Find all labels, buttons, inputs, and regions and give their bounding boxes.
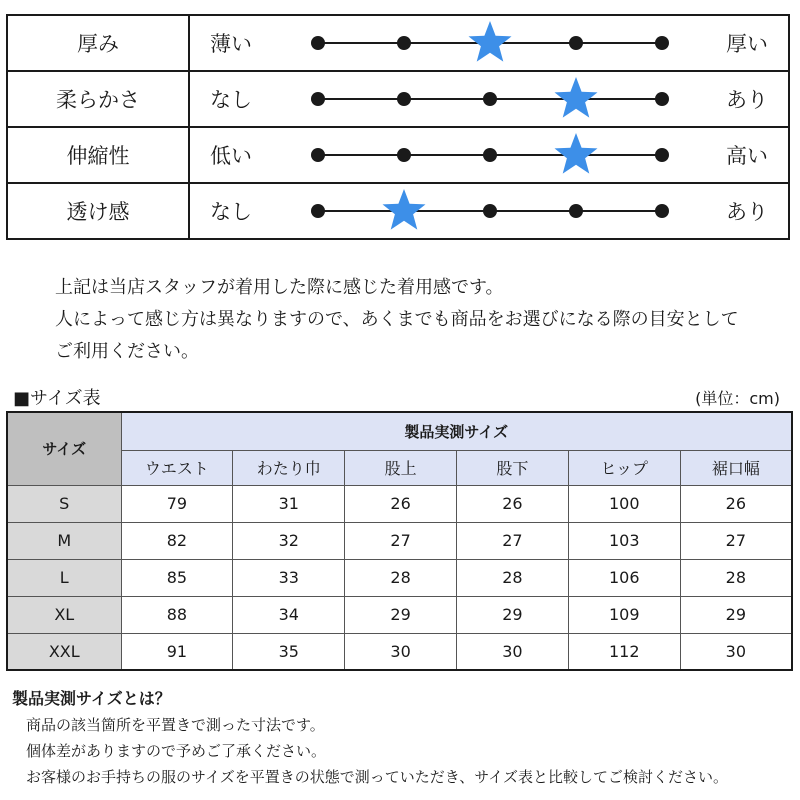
feel-row — [7, 127, 789, 183]
measurement-value: 91 — [121, 633, 233, 670]
scale-max-label: あり — [726, 88, 768, 112]
size-column-header: サイズ — [7, 412, 121, 485]
measurement-value: 79 — [121, 485, 233, 522]
scale-dot — [311, 36, 325, 50]
measurement-value: 28 — [345, 559, 457, 596]
star-icon — [552, 130, 600, 178]
note-line-3: ご利用ください。 — [55, 341, 199, 362]
size-table-unit: (単位：cm) — [695, 389, 780, 408]
measurement-value: 82 — [121, 522, 233, 559]
measurement-value: 109 — [568, 596, 680, 633]
measurement-value: 30 — [345, 633, 457, 670]
scale-dot — [655, 92, 669, 106]
scale-max-label: あり — [726, 200, 768, 224]
table-row — [7, 522, 792, 559]
star-icon — [552, 74, 600, 122]
table-row — [7, 559, 792, 596]
scale-dot — [397, 92, 411, 106]
measurement-value: 27 — [345, 522, 457, 559]
size-label: L — [7, 559, 121, 596]
feel-row-label: 伸縮性 — [7, 127, 189, 183]
scale-dot — [569, 204, 583, 218]
measurement-value: 26 — [456, 485, 568, 522]
table-row — [7, 633, 792, 670]
size-table-title: ■サイズ表 — [13, 388, 101, 409]
wear-feel-notes — [55, 272, 739, 368]
definition-line-3: お客様のお手持ちの服のサイズを平置きの状態で測っていただき、サイズ表と比較してご検討ください。 — [26, 768, 729, 786]
measurement-value: 100 — [568, 485, 680, 522]
feel-row-label: 厚み — [7, 15, 189, 71]
measurement-value: 35 — [233, 633, 345, 670]
scale-min-label: 薄い — [210, 32, 252, 56]
measurement-value: 30 — [680, 633, 792, 670]
measurement-column-header: ヒップ — [568, 450, 680, 485]
scale-dot — [397, 148, 411, 162]
scale-min-label: なし — [210, 200, 252, 224]
measurement-value: 28 — [456, 559, 568, 596]
feel-scale-cell — [189, 71, 789, 127]
definition-line-1: 商品の該当箇所を平置きで測った寸法です。 — [26, 716, 325, 734]
measurement-value: 103 — [568, 522, 680, 559]
scale-dot — [483, 92, 497, 106]
definition-text — [26, 712, 728, 790]
measurement-value: 27 — [456, 522, 568, 559]
feel-row — [7, 15, 789, 71]
feel-table — [6, 14, 790, 240]
scale-dot — [397, 36, 411, 50]
feel-row — [7, 71, 789, 127]
scale-max-label: 高い — [726, 144, 768, 168]
measurement-value: 30 — [456, 633, 568, 670]
measurement-value: 88 — [121, 596, 233, 633]
size-label: S — [7, 485, 121, 522]
measurement-value: 31 — [233, 485, 345, 522]
feel-scale-cell — [189, 127, 789, 183]
measured-size-header: 製品実測サイズ — [121, 412, 792, 450]
scale-dot — [311, 148, 325, 162]
measurement-column-header: 裾口幅 — [680, 450, 792, 485]
size-table — [6, 411, 793, 671]
measurement-value: 33 — [233, 559, 345, 596]
feel-row — [7, 183, 789, 239]
measurement-value: 26 — [345, 485, 457, 522]
table-row — [7, 596, 792, 633]
note-line-1: 上記は当店スタッフが着用した際に感じた着用感です。 — [55, 277, 504, 298]
measurement-column-header: わたり巾 — [233, 450, 345, 485]
scale-max-label: 厚い — [726, 32, 768, 56]
scale-dot — [311, 92, 325, 106]
measurement-value: 27 — [680, 522, 792, 559]
measurement-value: 85 — [121, 559, 233, 596]
scale-dot — [483, 204, 497, 218]
scale-dot — [655, 36, 669, 50]
note-line-2: 人によって感じ方は異なりますので、あくまでも商品をお選びになる際の目安として — [55, 309, 739, 330]
star-icon — [380, 186, 428, 234]
definition-title: 製品実測サイズとは？ — [12, 689, 171, 708]
measurement-value: 29 — [345, 596, 457, 633]
feel-row-label: 透け感 — [7, 183, 189, 239]
feel-scale-cell — [189, 183, 789, 239]
measurement-value: 26 — [680, 485, 792, 522]
feel-scale-cell — [189, 15, 789, 71]
measurement-value: 29 — [680, 596, 792, 633]
measurement-column-header: 股上 — [345, 450, 457, 485]
measurement-value: 34 — [233, 596, 345, 633]
scale-min-label: なし — [210, 88, 252, 112]
measurement-value: 112 — [568, 633, 680, 670]
measurement-value: 29 — [456, 596, 568, 633]
star-icon — [466, 18, 514, 66]
feel-row-label: 柔らかさ — [7, 71, 189, 127]
scale-dot — [311, 204, 325, 218]
measurement-value: 32 — [233, 522, 345, 559]
scale-dot — [569, 36, 583, 50]
measurement-column-header: 股下 — [456, 450, 568, 485]
scale-min-label: 低い — [210, 144, 252, 168]
size-label: XL — [7, 596, 121, 633]
measurement-column-header: ウエスト — [121, 450, 233, 485]
measurement-value: 28 — [680, 559, 792, 596]
definition-line-2: 個体差がありますので予めご了承ください。 — [26, 742, 327, 760]
measurement-value: 106 — [568, 559, 680, 596]
size-label: XXL — [7, 633, 121, 670]
scale-dot — [655, 148, 669, 162]
scale-dot — [483, 148, 497, 162]
scale-dot — [655, 204, 669, 218]
size-label: M — [7, 522, 121, 559]
table-row — [7, 485, 792, 522]
